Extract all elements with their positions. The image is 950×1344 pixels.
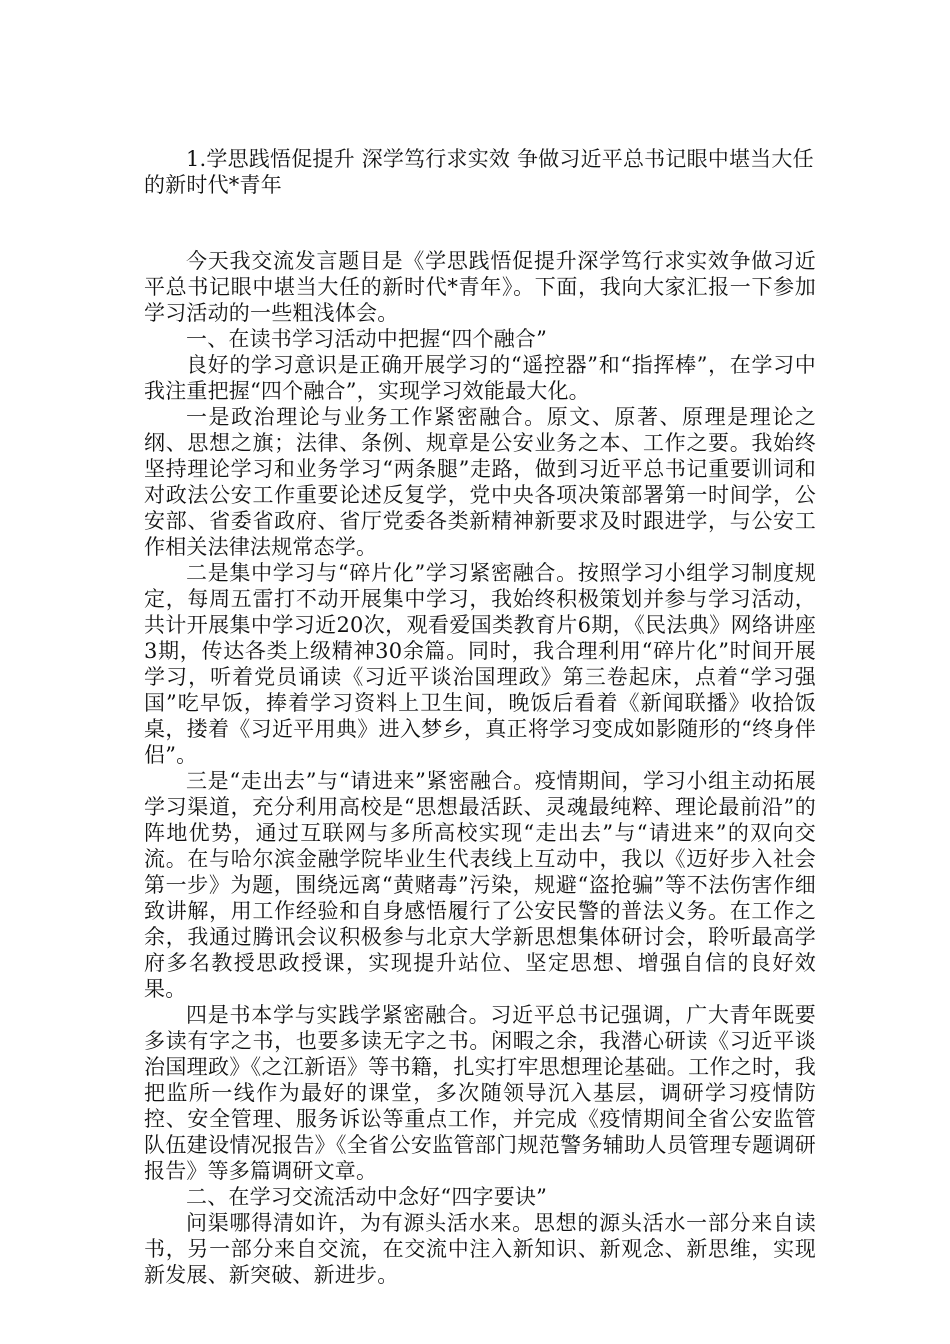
document-page — [144, 146, 816, 1288]
paragraph-fusion-1: 一是政治理论与业务工作紧密融合。原文、原著、原理是理论之纲、思想之旗；法律、条例、规章是公安业务之本、工作之要。我始终坚持理论学习和业务学习“两条腿”走路，做到习近平总书记重要训词和对政法公安工作重要论述反复学，党中央各项决策部署第一时间学，公安部、省委省政府、省厅党委各类新精神新要求及时跟进学，与公安工作相关法律法规常态学。 — [144, 405, 816, 559]
document-title: 1.学思践悟促提升 深学笃行求实效 争做习近平总书记眼中堪当大任的新时代*青年 — [144, 147, 814, 197]
paragraph-fusion-3: 三是“走出去”与“请进来”紧密融合。疫情期间，学习小组主动拓展学习渠道，充分利用高校是“思想最活跃、灵魂最纯粹、理论最前沿”的阵地优势，通过互联网与多所高校实现“走出去”与“请进来”的双向交流。在与哈尔滨金融学院毕业生代表线上互动中，我以《迈好步入社会第一步》为题，围绕远离“黄赌毒”污染，规避“盗抢骗”等不法伤害作细致讲解，用工作经验和自身感悟履行了公安民警的普法义务。在工作之余，我通过腾讯会议积极参与北京大学新思想集体研讨会，聆听最高学府多名教授思政授课，实现提升站位、坚定思想、增强自信的良好效果。 — [144, 769, 816, 1001]
section-heading-1: 一、在读书学习活动中把握“四个融合” — [186, 327, 548, 351]
paragraph-learning-awareness: 良好的学习意识是正确开展学习的“遥控器”和“指挥棒”，在学习中我注重把握“四个融合”，实现学习效能最大化。 — [144, 353, 816, 403]
section-heading-2: 二、在学习交流活动中念好“四字要诀” — [186, 1185, 548, 1209]
paragraph-intro: 今天我交流发言题目是《学思践悟促提升深学笃行求实效争做习近平总书记眼中堪当大任的新时代*青年》。下面，我向大家汇报一下参加学习活动的一些粗浅体会。 — [144, 249, 816, 325]
paragraph-fusion-4: 四是书本学与实践学紧密融合。习近平总书记强调，广大青年既要多读有字之书，也要多读无字之书。闲暇之余，我潜心研读《习近平谈治国理政》《之江新语》等书籍，扎实打牢思想理论基础。工作之时，我把监所一线作为最好的课堂，多次随领导沉入基层，调研学习疫情防控、安全管理、服务诉讼等重点工作，并完成《疫情期间全省公安监管队伍建设情况报告》《全省公安监管部门规范警务辅助人员管理专题调研报告》等多篇调研文章。 — [144, 1003, 816, 1183]
paragraph-exchange: 问渠哪得清如许，为有源头活水来。思想的源头活水一部分来自读书，另一部分来自交流，在交流中注入新知识、新观念、新思维，实现新发展、新突破、新进步。 — [144, 1211, 816, 1287]
paragraph-fusion-2: 二是集中学习与“碎片化”学习紧密融合。按照学习小组学习制度规定，每周五雷打不动开展集中学习，我始终积极策划并参与学习活动，共计开展集中学习近20次，观看爱国类教育片6期，《民法典》网络讲座3期，传达各类上级精神30余篇。同时，我合理利用“碎片化”时间开展学习，听着党员诵读《习近平谈治国理政》第三卷起床，点着“学习强国”吃早饭，捧着学习资料上卫生间，晚饭后看着《新闻联播》收拾饭桌，搂着《习近平用典》进入梦乡，真正将学习变成如影随形的“终身伴侣”。 — [144, 561, 816, 767]
